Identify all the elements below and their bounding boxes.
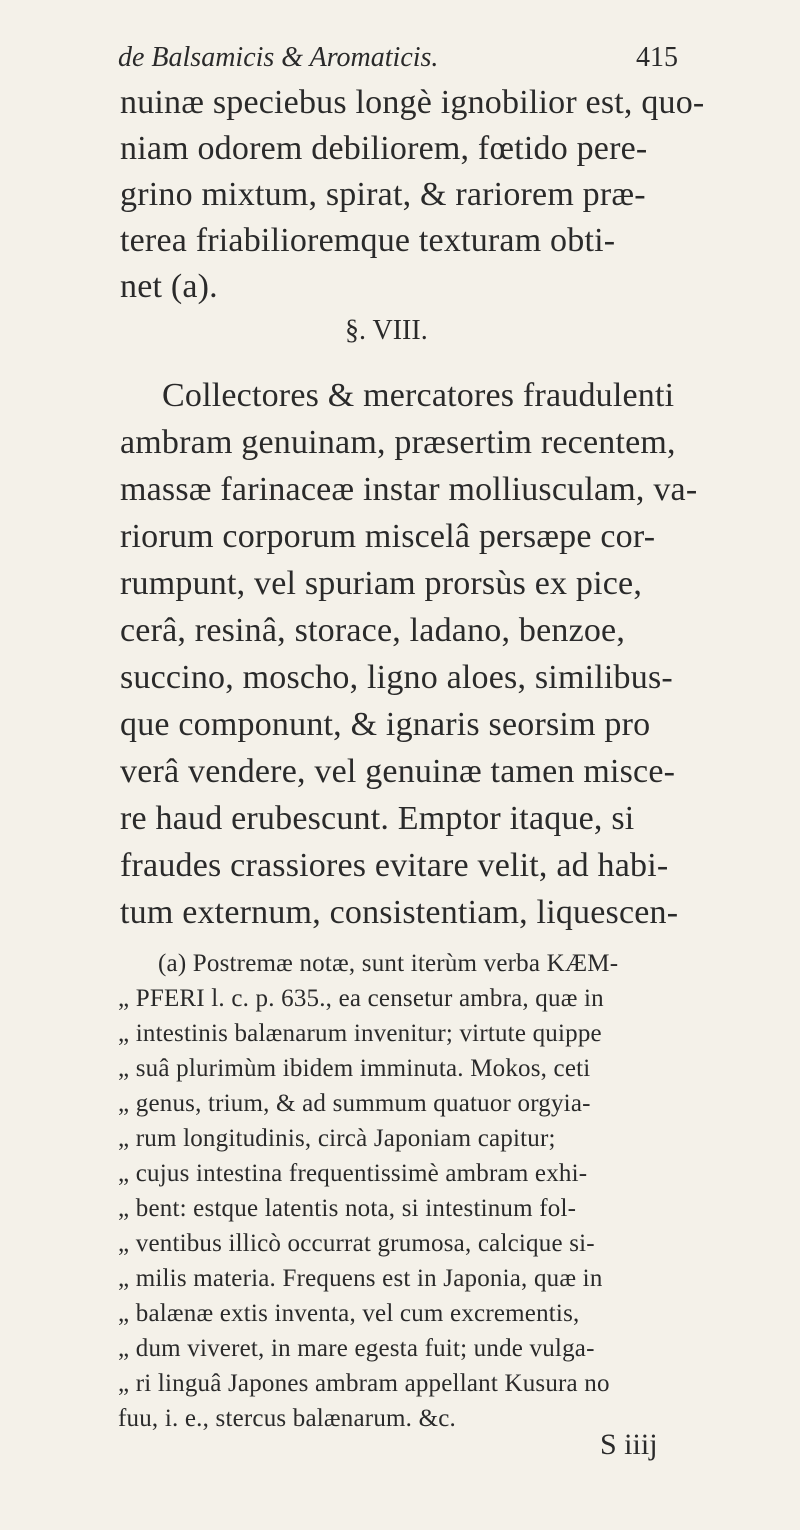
paragraph-line: re haud erubescunt. Emptor itaque, si: [120, 800, 635, 837]
text-line: niam odorem debiliorem, fœtido pere-: [120, 130, 648, 167]
footnote-line: „ ventibus illicò occurrat grumosa, calcique si-: [118, 1230, 595, 1257]
footnote-line: „ ri linguâ Japones ambram appellant Kusura no: [118, 1370, 610, 1397]
footnote-line: „ milis materia. Frequens est in Japonia, quæ in: [118, 1265, 603, 1292]
text-line: grino mixtum, spirat, & rariorem præ-: [120, 176, 646, 213]
footnote-line: „ intestinis balænarum invenitur; virtute quippe: [118, 1020, 602, 1047]
footnote-line: „ dum viveret, in mare egesta fuit; unde vulga-: [118, 1335, 595, 1362]
running-head: [118, 42, 678, 82]
text-line: net (a).: [120, 268, 218, 305]
footnote-line: fuu, i. e., stercus balænarum. &c.: [118, 1405, 456, 1432]
section-heading: §. VIII.: [345, 315, 428, 346]
running-title: de Balsamicis & Aromaticis.: [118, 42, 439, 73]
footnote-line: „ balænæ extis inventa, vel cum excrementis,: [118, 1300, 580, 1327]
footnote-line: „ bent: estque latentis nota, si intestinum fol-: [118, 1195, 577, 1222]
text-line: nuinæ speciebus longè ignobilior est, quo-: [120, 84, 705, 121]
footnote-line: „ suâ plurimùm ibidem imminuta. Mokos, ceti: [118, 1055, 591, 1082]
paragraph-line: tum externum, consistentiam, liquescen-: [120, 894, 679, 931]
paragraph-line: ambram genuinam, præsertim recentem,: [120, 424, 676, 461]
text-line: terea friabilioremque texturam obti-: [120, 222, 616, 259]
footnote-line: (a) Postremæ notæ, sunt iterùm verba KÆM-: [158, 950, 619, 977]
page-number: 415: [636, 42, 678, 73]
footnote-line: „ cujus intestina frequentissimè ambram exhi-: [118, 1160, 588, 1187]
footnote-line: „ PFERI l. c. p. 635., ea censetur ambra, quæ in: [118, 985, 604, 1012]
paragraph-line: riorum corporum miscelâ persæpe cor-: [120, 518, 656, 555]
footnote-line: „ rum longitudinis, circà Japoniam capitur;: [118, 1125, 556, 1152]
paragraph-line: fraudes crassiores evitare velit, ad habi-: [120, 847, 669, 884]
paragraph-line: massæ farinaceæ instar molliusculam, va-: [120, 471, 698, 508]
paragraph-line: succino, moscho, ligno aloes, similibus-: [120, 659, 673, 696]
paragraph-line: rumpunt, vel spuriam prorsùs ex pice,: [120, 565, 643, 602]
paragraph-line: que componunt, & ignaris seorsim pro: [120, 706, 651, 743]
paragraph-line: cerâ, resinâ, storace, ladano, benzoe,: [120, 612, 626, 649]
paragraph-line: verâ vendere, vel genuinæ tamen misce-: [120, 753, 676, 790]
signature-mark: S iiij: [600, 1428, 658, 1461]
footnote-line: „ genus, trium, & ad summum quatuor orgyia-: [118, 1090, 591, 1117]
paragraph-line: Collectores & mercatores fraudulenti: [162, 377, 675, 414]
